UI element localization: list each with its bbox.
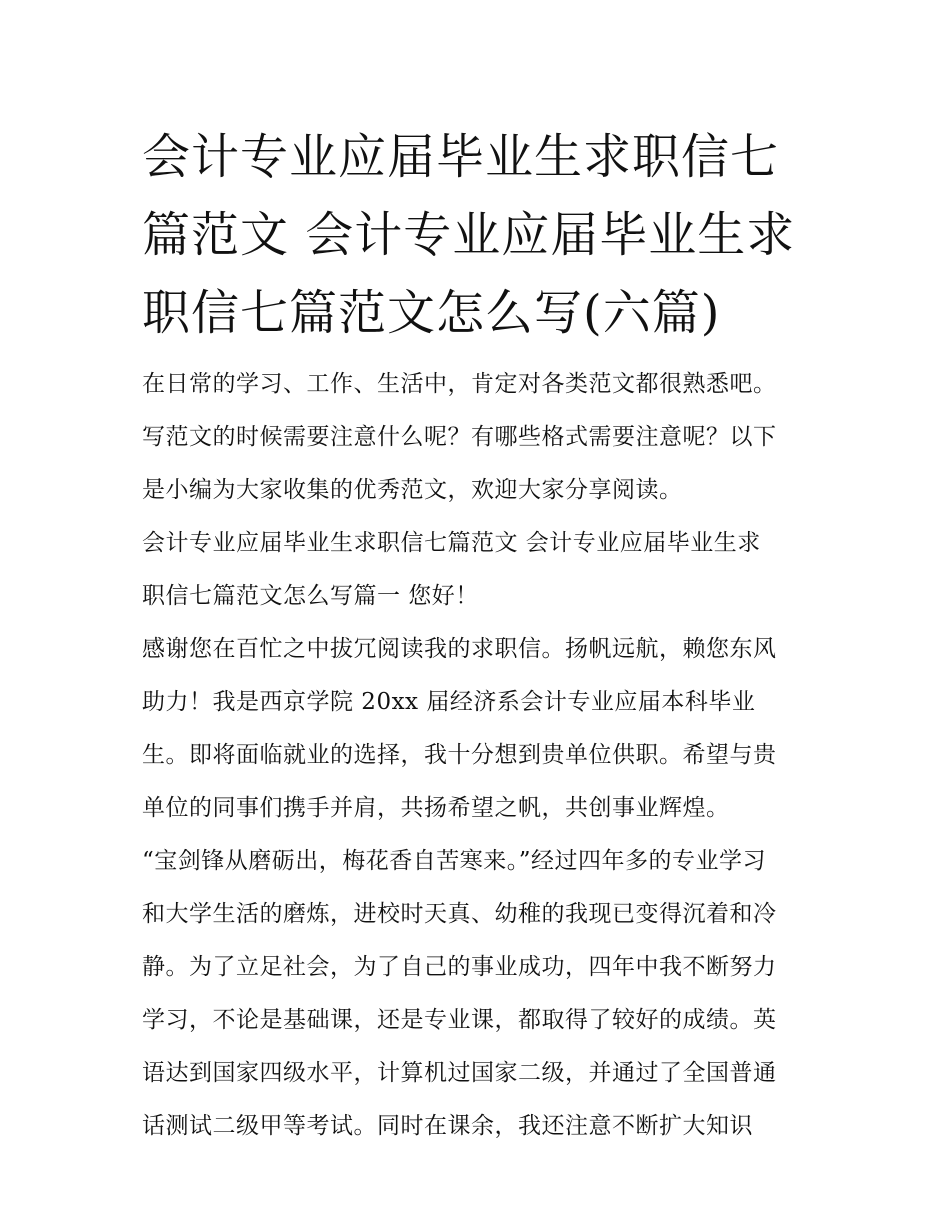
body-line: 写范文的时候需要注意什么呢？有哪些格式需要注意呢？以下	[142, 424, 777, 450]
body-line: 学习，不论是基础课，还是专业课，都取得了较好的成绩。英	[142, 1007, 777, 1033]
document-title	[142, 118, 814, 352]
body-line: 助力！我是西京学院 20xx 届经济系会计专业应届本科毕业	[142, 689, 756, 715]
title-line-3: 职信七篇范文怎么写(六篇)	[142, 285, 721, 341]
body-line: “宝剑锋从磨砺出，梅花香自苦寒来。”经过四年多的专业学习	[142, 848, 767, 874]
body-line: 生。即将面临就业的选择，我十分想到贵单位供职。希望与贵	[142, 742, 777, 768]
body-line: 会计专业应届毕业生求职信七篇范文 会计专业应届毕业生求	[142, 530, 761, 556]
body-line: 单位的同事们携手并肩，共扬希望之帆，共创事业辉煌。	[142, 795, 730, 821]
body-line: 静。为了立足社会，为了自己的事业成功，四年中我不断努力	[142, 954, 777, 980]
title-line-1: 会计专业应届毕业生求职信七	[142, 129, 780, 185]
body-line: 感谢您在百忙之中拔冗阅读我的求职信。扬帆远航，赖您东风	[142, 636, 777, 662]
document-content	[142, 118, 814, 1153]
title-line-2: 篇范文 会计专业应届毕业生求	[142, 207, 796, 263]
body-line: 是小编为大家收集的优秀范文，欢迎大家分享阅读。	[142, 477, 683, 503]
body-line: 在日常的学习、工作、生活中，肯定对各类范文都很熟悉吧。	[142, 371, 777, 397]
body-line: 职信七篇范文怎么写篇一 您好！	[142, 583, 479, 609]
body-line: 和大学生活的磨炼，进校时天真、幼稚的我现已变得沉着和冷	[142, 901, 777, 927]
body-line: 语达到国家四级水平，计算机过国家二级，并通过了全国普通	[142, 1060, 777, 1086]
document-body	[142, 358, 814, 1153]
body-line: 话测试二级甲等考试。同时在课余，我还注意不断扩大知识	[142, 1113, 753, 1139]
